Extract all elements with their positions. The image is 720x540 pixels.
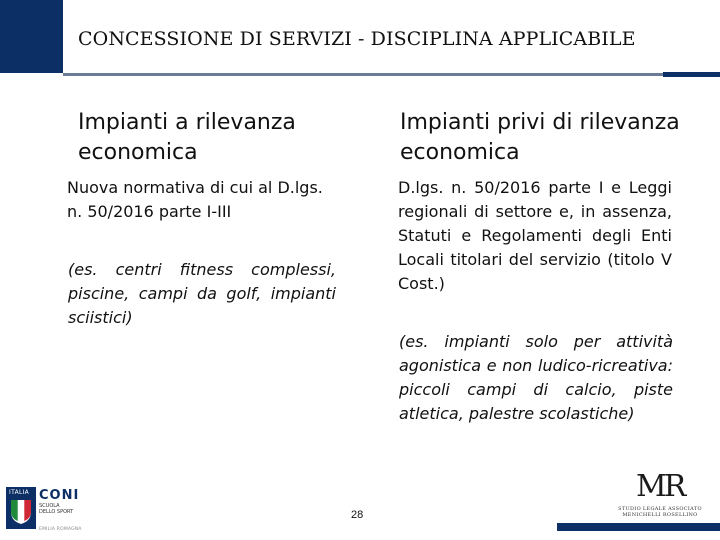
slide-title: CONCESSIONE DI SERVIZI - DISCIPLINA APPLICABILE bbox=[78, 28, 636, 50]
right-column-heading: Impianti privi di rilevanza economica bbox=[400, 110, 680, 165]
coni-name: CONI bbox=[39, 488, 80, 503]
left-column-examples: (es. centri fitness complessi, piscine, campi da golf, impianti sciistici) bbox=[68, 260, 336, 327]
coni-subtitle-line-1: SCUOLA bbox=[39, 503, 60, 509]
coni-region: EMILIA ROMAGNA bbox=[39, 527, 82, 532]
page-number: 28 bbox=[351, 509, 364, 521]
coni-logo bbox=[6, 487, 88, 535]
header-divider-end bbox=[663, 72, 720, 77]
right-column-text: D.lgs. n. 50/2016 parte I e Leggi regionali di settore e, in assenza, Statuti e Regolamenti degli Enti Locali titolari del servizio (titolo V Cost.) bbox=[398, 178, 672, 293]
header-divider bbox=[63, 73, 663, 76]
coni-subtitle-line-2: DELLO SPORT bbox=[39, 509, 74, 515]
left-column-heading: Impianti a rilevanza economica bbox=[78, 110, 296, 165]
firm-caption-line-1: STUDIO LEGALE ASSOCIATO bbox=[618, 506, 702, 512]
header-accent-block bbox=[0, 0, 63, 73]
firm-monogram: MR bbox=[636, 469, 684, 504]
coni-subtitle bbox=[39, 503, 73, 515]
firm-caption-line-2: MENICHELLI ROSELLINO bbox=[622, 512, 698, 518]
footer-accent-bar bbox=[557, 523, 720, 531]
coni-badge bbox=[6, 487, 36, 529]
coni-badge-text: ITALIA bbox=[9, 489, 30, 496]
firm-logo bbox=[600, 470, 712, 522]
right-column-examples: (es. impianti solo per attività agonistica e non ludico-ricreativa: piccoli campi di calcio, piste atletica, palestre scolastiche) bbox=[399, 332, 673, 423]
italy-shield-icon bbox=[10, 499, 32, 525]
firm-caption bbox=[612, 506, 708, 518]
left-column-text: Nuova normativa di cui al D.lgs. n. 50/2016 parte I-III bbox=[67, 178, 323, 221]
